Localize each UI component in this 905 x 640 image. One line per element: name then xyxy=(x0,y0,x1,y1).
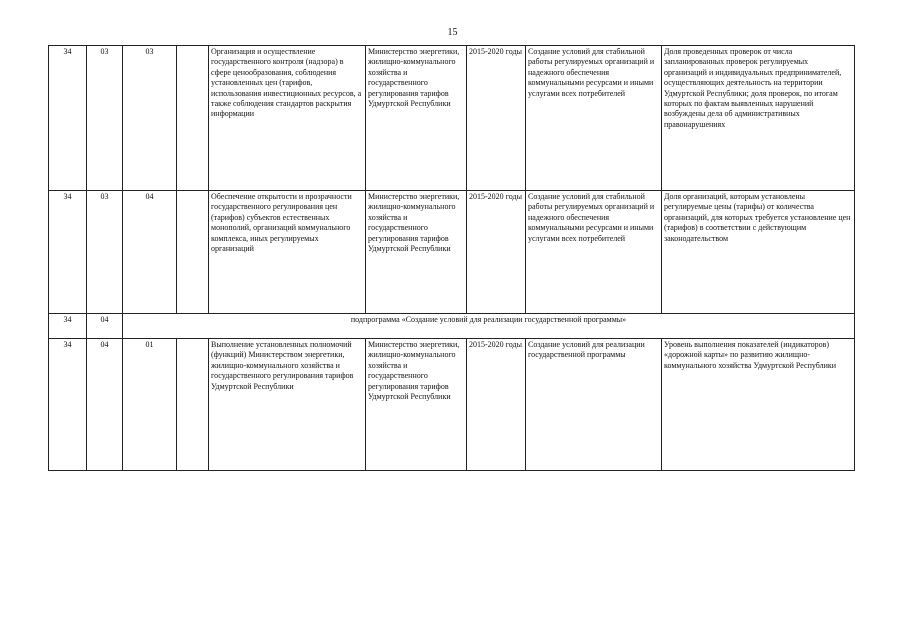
code-gp-cell: 34 xyxy=(49,46,87,191)
expected-result-cell: Создание условий для стабильной работы регулируемых организаций и надежного обеспечения коммунальными ресурсами и иными услугами всех потребителей xyxy=(526,46,662,191)
table-row xyxy=(49,191,855,314)
code-gp-cell: 34 xyxy=(49,314,87,339)
page-number: 15 xyxy=(447,27,458,38)
indicator-cell: Доля проведенных проверок от числа запланированных проверок регулируемых организаций и индивидуальных предпринимателей, осуществляющих деятельность на территории Удмуртской Республики; доля проверок, по итогам которых по фактам выявленных нарушений возбуждены дела об административных правонарушениях xyxy=(662,46,855,191)
table-row xyxy=(49,339,855,471)
measure-name-cell: Выполнение установленных полномочий (функций) Министерством энергетики, жилищно-коммунального хозяйства и государственного регулирования тарифов Удмуртской Республики xyxy=(209,339,366,471)
expected-result-cell: Создание условий для реализации государственной программы xyxy=(526,339,662,471)
code-submeasure-cell xyxy=(177,339,209,471)
code-submeasure-cell xyxy=(177,46,209,191)
period-cell: 2015-2020 годы xyxy=(467,339,526,471)
indicator-cell: Уровень выполнения показателей (индикаторов) «дорожной карты» по развитию жилищно-коммунального хозяйства Удмуртской Республики xyxy=(662,339,855,471)
executor-cell: Министерство энергетики, жилищно-коммунального хозяйства и государственного регулирования тарифов Удмуртской Республики xyxy=(366,46,467,191)
expected-result-cell: Создание условий для стабильной работы регулируемых организаций и надежного обеспечения коммунальными ресурсами и иными услугами всех потребителей xyxy=(526,191,662,314)
code-gp-cell: 34 xyxy=(49,191,87,314)
code-measure-cell: 01 xyxy=(123,339,177,471)
code-subprogram-cell: 03 xyxy=(87,46,123,191)
executor-cell: Министерство энергетики, жилищно-коммунального хозяйства и государственного регулирования тарифов Удмуртской Республики xyxy=(366,191,467,314)
code-subprogram-cell: 03 xyxy=(87,191,123,314)
executor-cell: Министерство энергетики, жилищно-коммунального хозяйства и государственного регулирования тарифов Удмуртской Республики xyxy=(366,339,467,471)
subprogram-row xyxy=(49,314,855,339)
measure-name-cell: Обеспечение открытости и прозрачности государственного регулирования цен (тарифов) субъектов естественных монополий, организаций коммунального комплекса, иных регулируемых организаций xyxy=(209,191,366,314)
code-measure-cell: 03 xyxy=(123,46,177,191)
period-cell: 2015-2020 годы xyxy=(467,191,526,314)
program-activities-table xyxy=(48,45,855,471)
subprogram-title-cell: подпрограмма «Создание условий для реализации государственной программы» xyxy=(123,314,855,339)
code-submeasure-cell xyxy=(177,191,209,314)
indicator-cell: Доля организаций, которым установлены регулируемые цены (тарифы) от количества организаций, для которых требуется установление цен (тарифов) в соответствии с действующим законодательством xyxy=(662,191,855,314)
code-gp-cell: 34 xyxy=(49,339,87,471)
code-subprogram-cell: 04 xyxy=(87,339,123,471)
code-subprogram-cell: 04 xyxy=(87,314,123,339)
measure-name-cell: Организация и осуществление государственного контроля (надзора) в сфере ценообразования, соблюдения установленных цен (тарифов, использования инвестиционных ресурсов, а также соблюдения стандартов раскрытия информации xyxy=(209,46,366,191)
code-measure-cell: 04 xyxy=(123,191,177,314)
period-cell: 2015-2020 годы xyxy=(467,46,526,191)
table-row xyxy=(49,46,855,191)
